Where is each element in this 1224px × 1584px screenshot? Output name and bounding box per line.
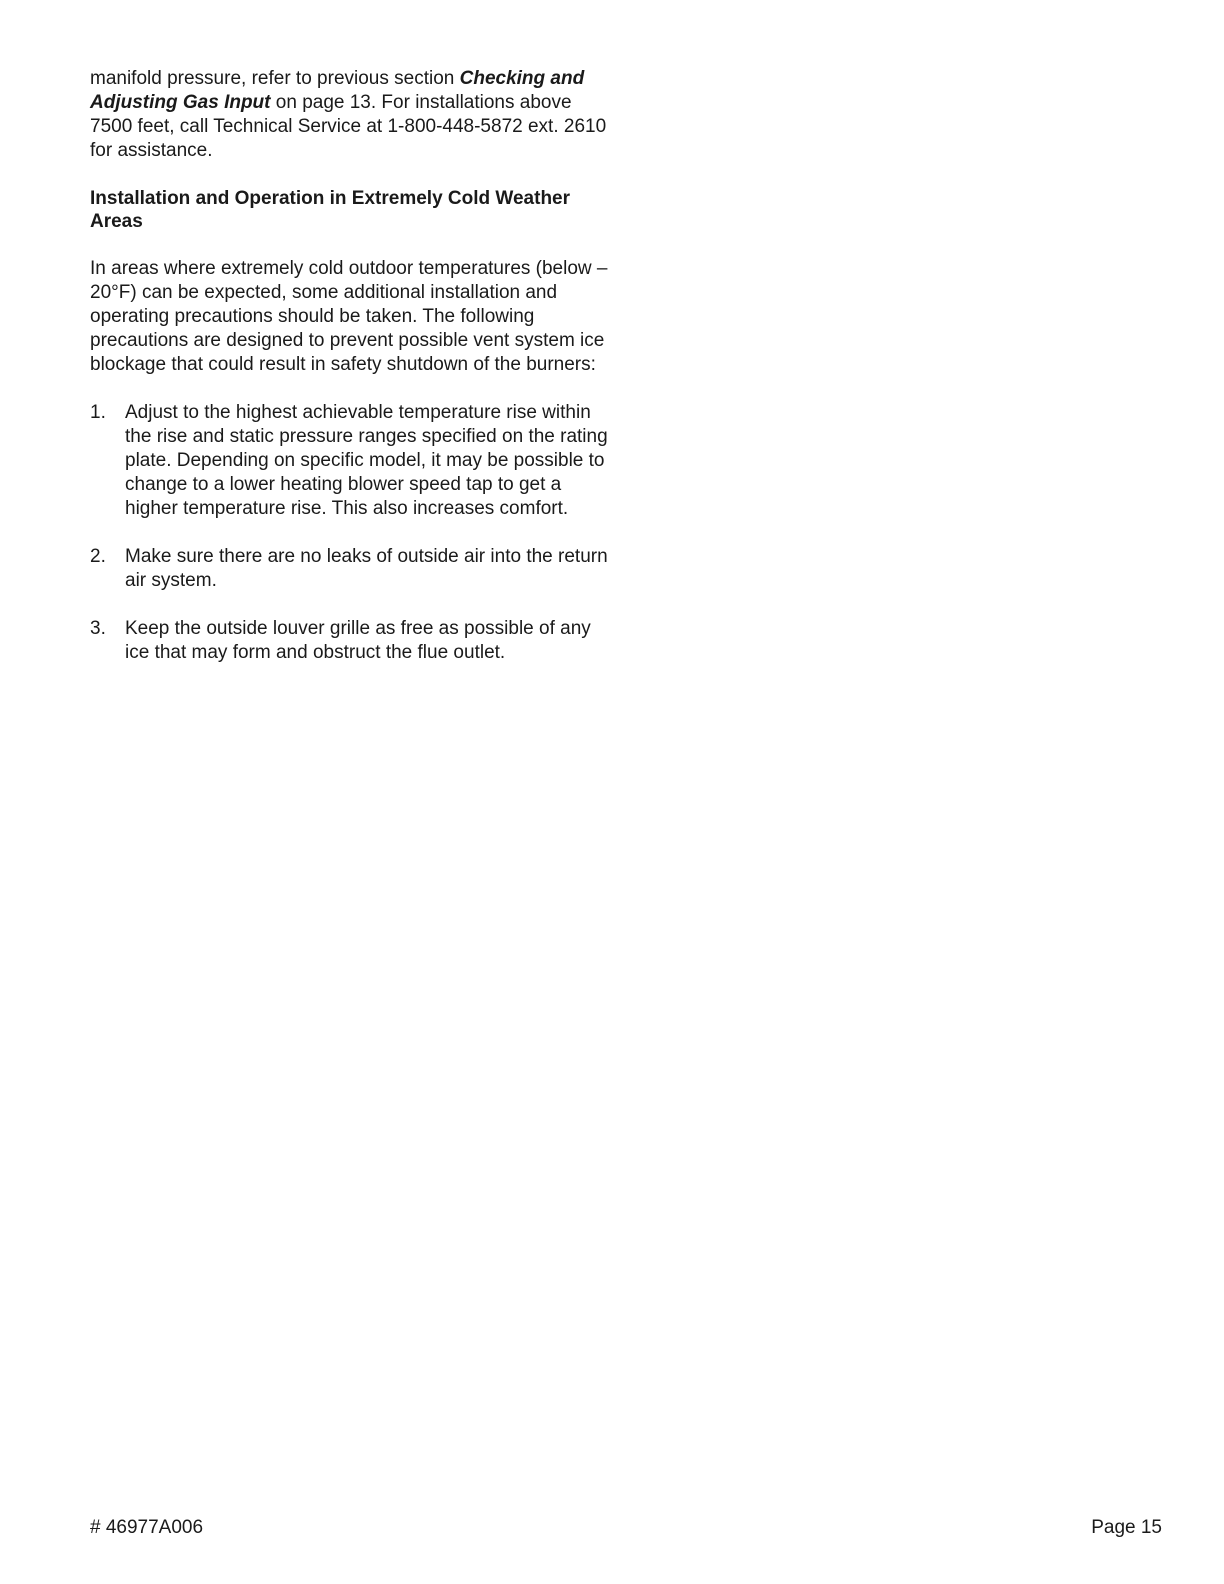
intro-text-end: on page 13. For installations above 7500 feet, call Technical Service at 1-800-448-5872 ext. 2610 for assistance.	[90, 92, 607, 161]
list-item	[90, 545, 610, 593]
intro-text-start: manifold pressure, refer to previous section	[90, 68, 460, 89]
list-item-text: Make sure there are no leaks of outside air into the return air system.	[125, 546, 608, 591]
list-item-number: 3.	[90, 618, 106, 639]
intro-paragraph	[90, 67, 610, 163]
section-heading: Installation and Operation in Extremely Cold Weather Areas	[90, 188, 571, 232]
section-reference: Checking and Adjusting Gas Input	[90, 68, 585, 113]
main-column	[90, 67, 610, 689]
list-item-number: 2.	[90, 546, 106, 567]
list-item	[90, 617, 610, 665]
list-item-text: Adjust to the highest achievable temperature rise within the rise and static pressure ranges specified on the rating plate. Depending on specific model, it may be possible to change to a lower heating blower speed tap to get a higher temperature rise. This also increases comfort.	[125, 402, 608, 519]
list-item-number: 1.	[90, 402, 106, 423]
list-item-text: Keep the outside louver grille as free as possible of any ice that may form and obstruct the flue outlet.	[125, 618, 591, 663]
list-item	[90, 401, 610, 521]
page-number: Page 15	[1091, 1517, 1162, 1538]
section-body: In areas where extremely cold outdoor temperatures (below – 20°F) can be expected, some additional installation and operating precautions should be taken. The following precautions are designed to prevent possible vent system ice blockage that could result in safety shutdown of the burners:	[90, 258, 608, 375]
document-number: # 46977A006	[90, 1517, 204, 1538]
precautions-list	[90, 401, 610, 665]
